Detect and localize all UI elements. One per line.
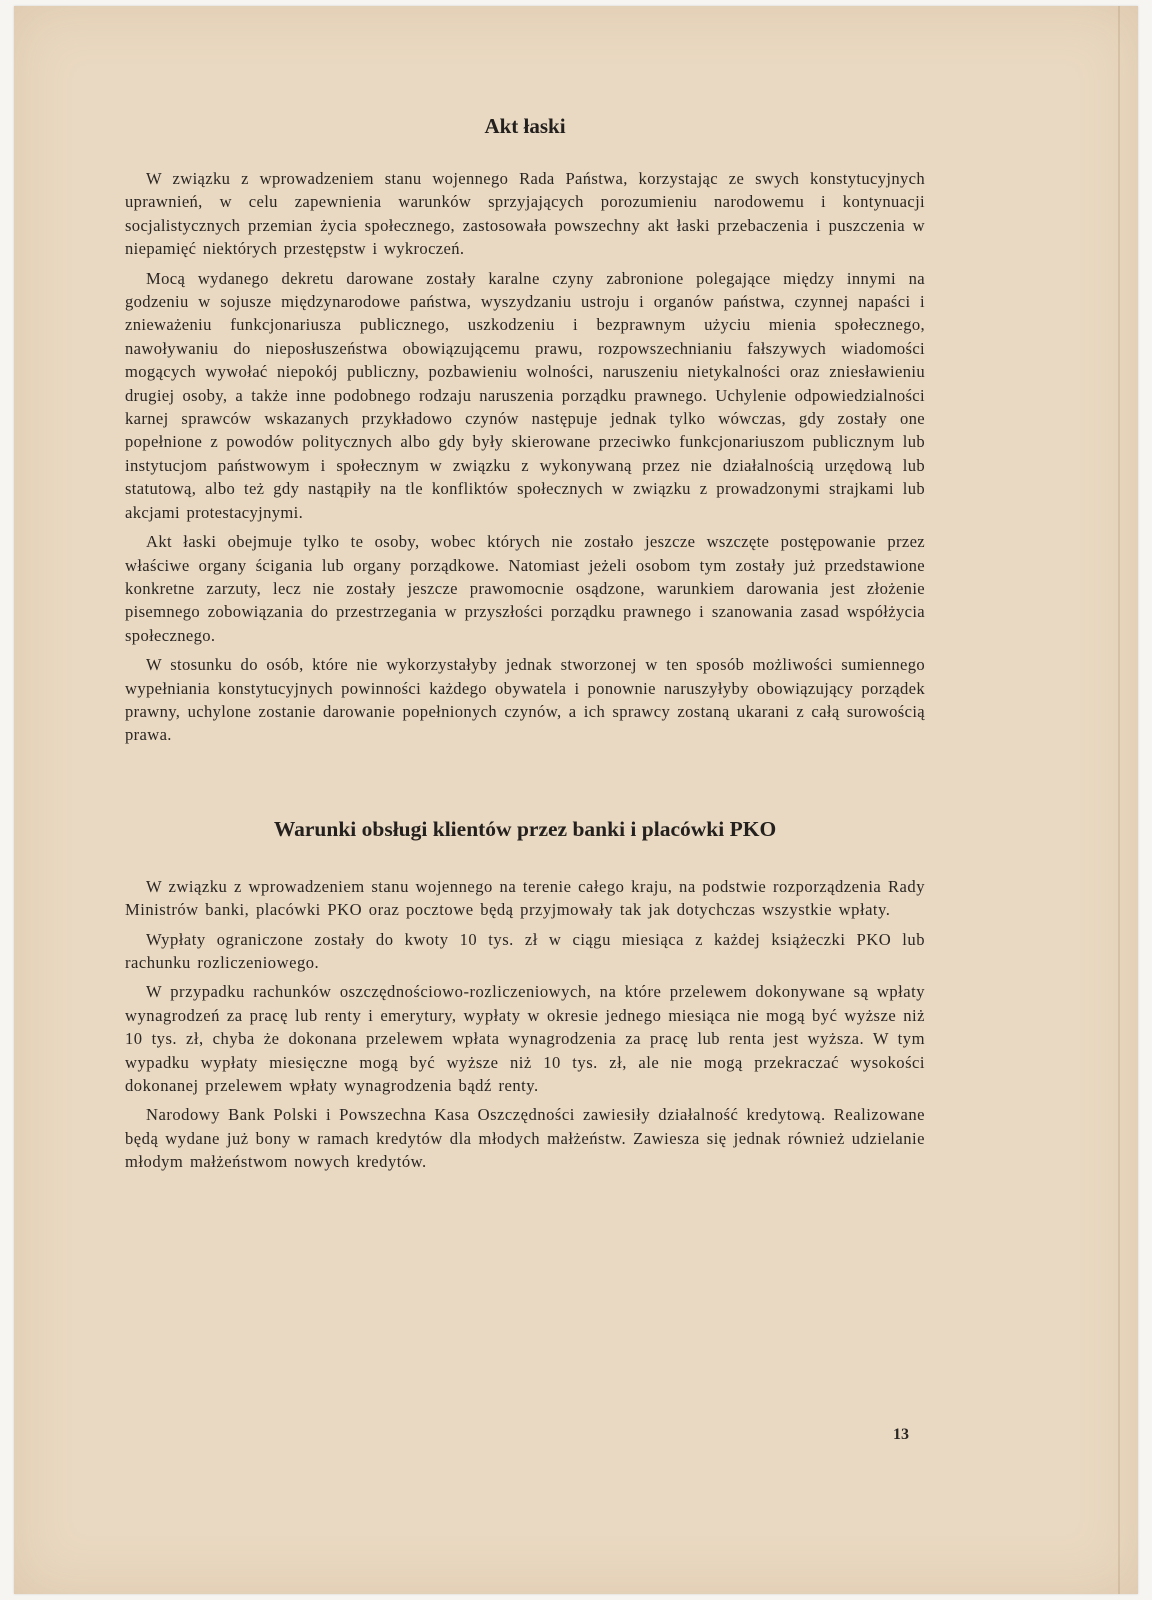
paragraph: W stosunku do osób, które nie wykorzystałyby jednak stworzonej w ten sposób możliwości sumiennego wypełniania konstytucyjnych powinności każdego obywatela i ponownie naruszyłyby obowiązujący porządek prawny, uchylone zostanie darowanie popełnionych czynów, a ich sprawcy zostaną ukarani z całą surowością prawa. [125,655,925,745]
page-number: 13 [893,1426,909,1443]
paragraph: Narodowy Bank Polski i Powszechna Kasa Oszczędności zawiesiły działalność kredytową. Realizowane będą wydane już bony w ramach kredytów dla młodych małżeństw. Zawiesza się jednak również udzielanie młodym małżeństwom nowych kredytów. [125,1105,925,1172]
document-page [14,6,1138,1594]
section-title-warunki-obslugi: Warunki obsługi klientów przez banki i placówki PKO [273,816,777,841]
paragraph: W związku z wprowadzeniem stanu wojennego na terenie całego kraju, na podstwie rozporządzenia Rady Ministrów banki, placówki PKO oraz pocztowe będą przyjmowały tak jak dotychczas wszystkie wpłaty. [125,876,925,920]
paragraph: W związku z wprowadzeniem stanu wojennego Rada Państwa, korzystając ze swych konstytucyjnych uprawnień, w celu zapewnienia warunków sprzyjających porozumieniu narodowemu i kontynuacji socjalistycznych przemian życia społecznego, zastosowała powszechny akt łaski przebaczenia i puszczenia w niepamięć niektórych przestępstw i wykroczeń. [125,169,925,259]
paragraph: Akt łaski obejmuje tylko te osoby, wobec których nie zostało jeszcze wszczęte postępowanie przez właściwe organy ścigania lub organy porządkowe. Natomiast jeżeli osobom tym zostały już przedstawione konkretne zarzuty, lecz nie zostały jeszcze prawomocnie osądzone, warunkiem darowania jest złożenie pisemnego zobowiązania do przestrzegania w przyszłości porządku prawnego i szanowania zasad współżycia społecznego. [125,532,925,645]
page-content [125,100,925,1180]
section-title-akt-laski: Akt łaski [484,114,566,138]
paragraph: Mocą wydanego dekretu darowane zostały karalne czyny zabronione polegające między innymi na godzeniu w sojusze międzynarodowe państwa, wyszydzaniu ustroju i organów państwa, czynnej napaści i znieważeniu funkcjonariusza publicznego, uszkodzeniu i bezprawnym użyciu mienia społecznego, nawoływaniu do nieposłuszeństwa obowiązującemu prawu, rozpowszechnianiu fałszywych wiadomości mogących wywołać niepokój publiczny, pozbawieniu wolności, naruszeniu nietykalności oraz zniesławieniu drugiej osoby, a także inne podobnego rodzaju naruszenia porządku prawnego. Uchylenie odpowiedzialności karnej sprawców wskazanych przykładowo czynów następuje jednak tylko wówczas, gdy zostały one popełnione z powodów politycznych albo gdy były skierowane przeciwko funkcjonariuszom publicznym lub instytucjom państwowym i społecznym w związku z wykonywaną przez nie działalnością urzędową lub statutową, albo też gdy nastąpiły na tle konfliktów społecznych w związku z prowadzonymi strajkami lub akcjami protestacyjnymi. [125,268,925,522]
paragraph: Wypłaty ograniczone zostały do kwoty 10 tys. zł w ciągu miesiąca z każdej książeczki PKO lub rachunku rozliczeniowego. [125,929,925,972]
paragraph: W przypadku rachunków oszczędnościowo-rozliczeniowych, na które przelewem dokonywane są wpłaty wynagrodzeń za pracę lub renty i emerytury, wypłaty w okresie jednego miesiąca nie mogą być wyższe niż 10 tys. zł, chyba że dokonana przelewem wpłata wynagrodzenia za pracę lub renta jest wyższa. W tym wypadku wypłaty miesięczne mogą być wyższe niż 10 tys. zł, ale nie mogą przekraczać wysokości dokonanej przelewem wpłaty wynagrodzenia bądź renty. [125,982,925,1095]
